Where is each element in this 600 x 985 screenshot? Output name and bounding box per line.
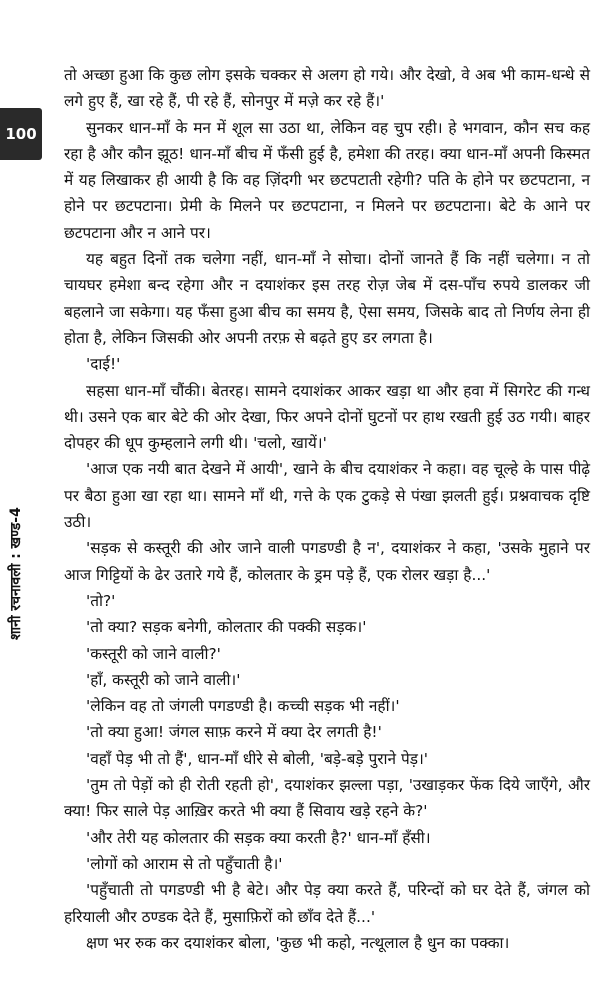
paragraph-3: यह बहुत दिनों तक चलेगा नहीं, धान-माँ ने सोचा। दोनों जानते हैं कि नहीं चलेगा। न तो चायघर हमेशा बन्द रहेगा और न दयाशंकर इस तरह रोज़ जेब में दस-पाँच रुपये डालकर जी बहलाने जा सकेगा। यह फँसा हुआ बीच का समय है, ऐसा समय, जिसके बाद तो निर्णय लेना ही होता है, लेकिन जिसकी ओर अपनी तरफ़ से बढ़ते हुए डर लगता है।: [64, 250, 590, 347]
paragraph-4: 'दाई!': [86, 355, 121, 374]
paragraph-1: तो अच्छा हुआ कि कुछ लोग इसके चक्कर से अलग हो गये। और देखो, वे अब भी काम-धन्धे से लगे हुए हैं, खा रहे हैं, पी रहे हैं, सोनपुर में मज़े कर रहे हैं।': [64, 66, 590, 111]
paragraph-7: 'सड़क से कस्तूरी की ओर जाने वाली पगडण्डी है न', दयाशंकर ने कहा, 'उसके मुहाने पर आज गिट्टियों के ढेर उतारे गये हैं, कोलतार के ड्रम पड़े हैं, एक रोलर खड़ा है...': [64, 539, 590, 584]
paragraph-19: क्षण भर रुक कर दयाशंकर बोला, 'कुछ भी कहो, नत्थूलाल है धुन का पक्का।: [86, 933, 510, 952]
paragraph-13: 'तो क्या हुआ! जंगल साफ़ करने में क्या देर लगती है!': [86, 723, 382, 742]
paragraph-11: 'हाँ, कस्तूरी को जाने वाली।': [86, 670, 241, 689]
running-header: शानी रचनावली : खण्ड-4: [8, 507, 24, 640]
page-number: 100: [0, 108, 42, 160]
paragraph-14: 'वहाँ पेड़ भी तो हैं', धान-माँ धीरे से बोली, 'बड़े-बड़े पुराने पेड़।': [86, 749, 429, 768]
paragraph-6: 'आज एक नयी बात देखने में आयी', खाने के बीच दयाशंकर ने कहा। वह चूल्हे के पास पीढ़े पर बैठा हुआ खा रहा था। सामने माँ थी, गत्ते के एक टुकड़े से पंखा झलती हुई। प्रश्नवाचक दृष्टि उठी।: [64, 460, 590, 532]
paragraph-18: 'पहुँचाती तो पगडण्डी भी है बेटे। और पेड़ क्या करते हैं, परिन्दों को घर देते हैं, जंगल को हरियाली और ठण्डक देते हैं, मुसाफ़िरों को छाँव देते हैं...': [64, 881, 590, 926]
paragraph-12: 'लेकिन वह तो जंगली पगडण्डी है। कच्ची सड़क भी नहीं।': [86, 697, 400, 716]
paragraph-9: 'तो क्या? सड़क बनेगी, कोलतार की पक्की सड़क।': [86, 618, 367, 637]
paragraph-5: सहसा धान-माँ चौंकी। बेतरह। सामने दयाशंकर आकर खड़ा था और हवा में सिगरेट की गन्ध थी। उसने एक बार बेटे की ओर देखा, फिर अपने दोनों घुटनों पर हाथ रखती हुई उठ गयी। बाहर दोपहर की धूप कुम्हलाने लगी थी। 'चलो, खायें।': [64, 381, 590, 453]
paragraph-8: 'तो?': [86, 591, 116, 610]
paragraph-2: सुनकर धान-माँ के मन में शूल सा उठा था, लेकिन वह चुप रही। हे भगवान, कौन सच कह रहा है और कौन झूठ! धान-माँ बीच में फँसी हुई है, हमेशा की तरह। क्या धान-माँ अपनी किस्मत में यह लिखाकर ही आयी है कि वह ज़िंदगी भर छटपटाती रहेगी? पति के होने पर छटपटाना, न होने पर छटपटाना। प्रेमी के मिलने पर छटपटाना, न मिलने पर छटपटाना। बेटे के आने पर छटपटाना और न आने पर।: [64, 118, 590, 242]
paragraph-15: 'तुम तो पेड़ों को ही रोती रहती हो', दयाशंकर झल्ला पड़ा, 'उखाड़कर फेंक दिये जाएँगे, और क्या! फिर साले पेड़ आख़िर करते भी क्या हैं सिवाय खड़े रहने के?': [64, 776, 590, 821]
paragraph-16: 'और तेरी यह कोलतार की सड़क क्या करती है?' धान-माँ हँसी।: [86, 828, 431, 847]
body-text: [64, 62, 590, 956]
paragraph-17: 'लोगों को आराम से तो पहुँचाती है।': [86, 854, 283, 873]
paragraph-10: 'कस्तूरी को जाने वाली?': [86, 644, 221, 663]
